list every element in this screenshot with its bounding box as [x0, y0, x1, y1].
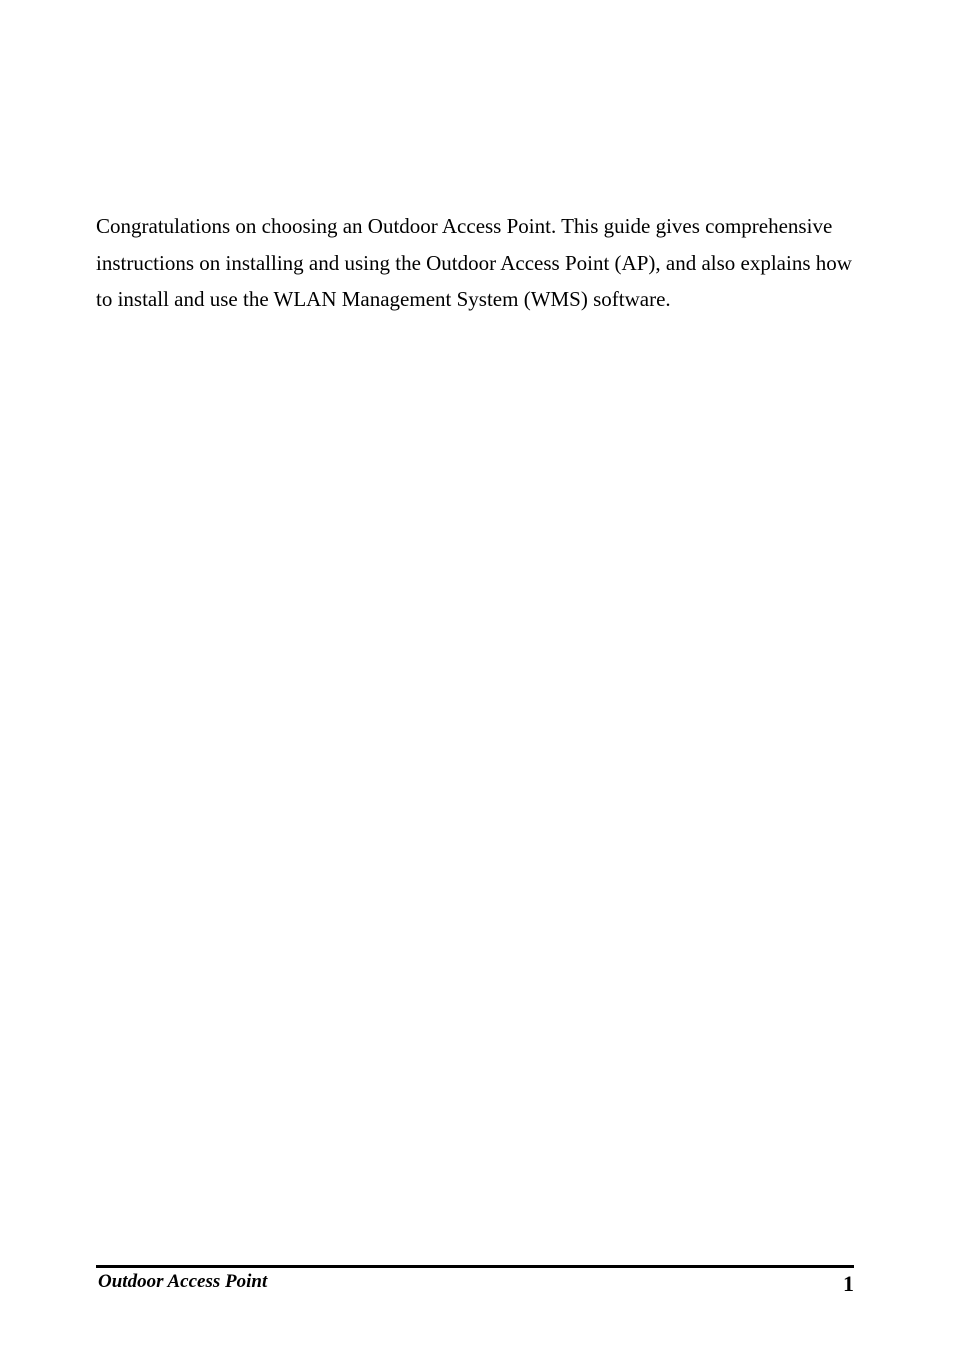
page-number: 1 [843, 1271, 854, 1296]
footer-divider [96, 1265, 854, 1268]
intro-paragraph: Congratulations on choosing an Outdoor Access Point. This guide gives comprehensive instructions on installing and using the Outdoor Access Point (AP), and also explains how to install and use the WLAN Management System (WMS) software. [96, 214, 852, 311]
footer-title: Outdoor Access Point [98, 1271, 268, 1292]
